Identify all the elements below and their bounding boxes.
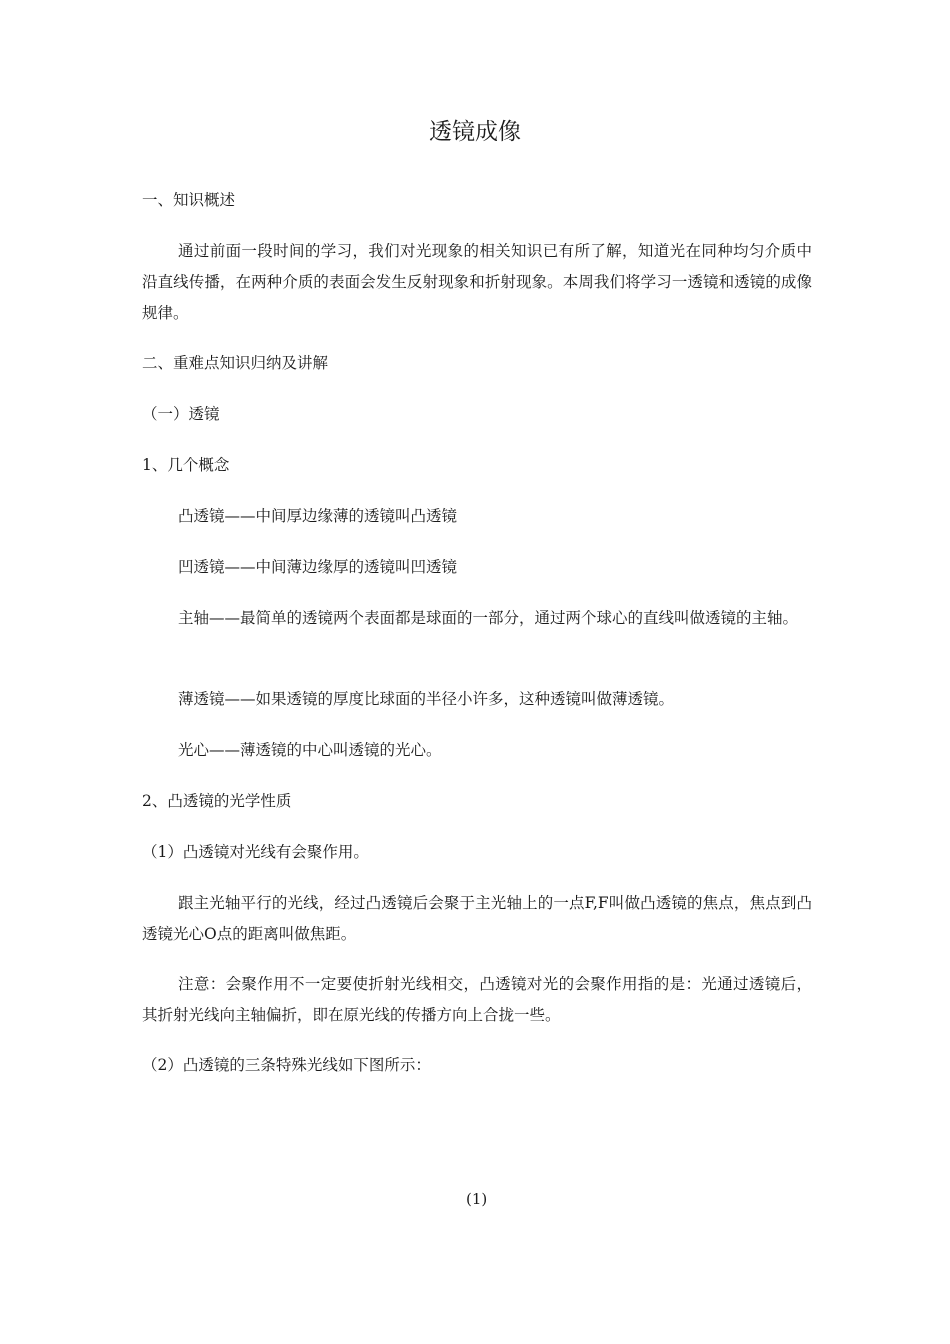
concept-convex-lens: 凸透镜——中间厚边缘薄的透镜叫凸透镜: [178, 507, 458, 525]
section1-paragraph: 通过前面一段时间的学习，我们对光现象的相关知识已有所了解，知道光在同种均匀介质中沿直线传播，在两种介质的表面会发生反射现象和折射现象。本周我们将学习一透镜和透镜的成像规律。: [142, 242, 812, 322]
section1-heading: 一、知识概述: [142, 191, 236, 209]
page-number: (1): [466, 1190, 488, 1208]
section2-heading: 二、重难点知识归纳及讲解: [142, 354, 329, 372]
concept-thin-lens: 薄透镜——如果透镜的厚度比球面的半径小许多，这种透镜叫做薄透镜。: [178, 690, 675, 708]
document-title: 透镜成像: [429, 119, 521, 145]
item2-heading: 2、凸透镜的光学性质: [142, 792, 292, 810]
concept-concave-lens: 凹透镜——中间薄边缘厚的透镜叫凹透镜: [178, 558, 458, 576]
property2-heading: （2）凸透镜的三条特殊光线如下图所示：: [142, 1056, 431, 1074]
concept-optical-center: 光心——薄透镜的中心叫透镜的光心。: [178, 741, 442, 759]
property1-heading: （1）凸透镜对光线有会聚作用。: [142, 843, 369, 861]
item1-heading: 1、几个概念: [142, 456, 230, 474]
concept-principal-axis: 主轴——最简单的透镜两个表面都是球面的一部分，通过两个球心的直线叫做透镜的主轴。: [178, 609, 799, 627]
subsection1-heading: （一）透镜: [142, 405, 220, 423]
property1-paragraph: 跟主光轴平行的光线，经过凸透镜后会聚于主光轴上的一点F,F叫做凸透镜的焦点，焦点到凸透镜光心O点的距离叫做焦距。: [142, 894, 812, 943]
property1-note: 注意：会聚作用不一定要使折射光线相交，凸透镜对光的会聚作用指的是：光通过透镜后，其折射光线向主轴偏折，即在原光线的传播方向上合拢一些。: [142, 975, 812, 1024]
